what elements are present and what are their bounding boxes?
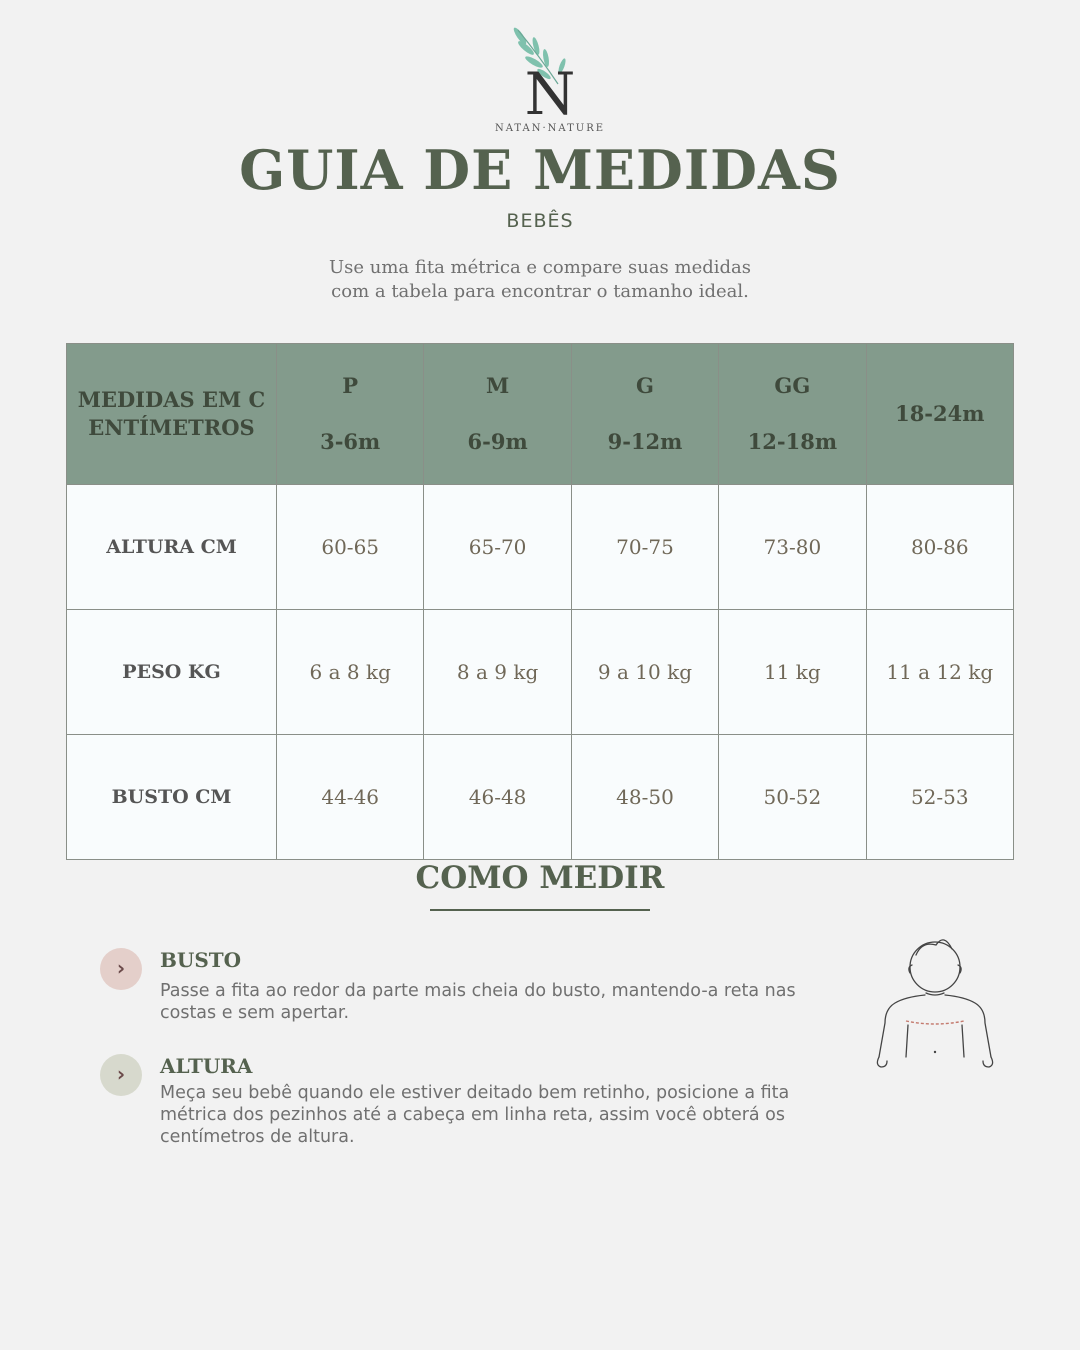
table-cell: 6 a 8 kg	[277, 610, 424, 735]
step-busto	[100, 948, 860, 1038]
section-divider	[430, 909, 650, 911]
column-age: 3-6m	[320, 429, 381, 454]
section-title: COMO MEDIR	[415, 860, 665, 896]
table-header-row	[67, 344, 1014, 485]
baby-measure-illustration	[870, 935, 1000, 1075]
step-title: ALTURA	[160, 1054, 253, 1078]
step-text: Passe a fita ao redor da parte mais cheia do busto, mantendo-a reta nas costas e sem apertar.	[160, 981, 796, 1023]
table-cell: 9 a 10 kg	[571, 610, 718, 735]
table-row	[67, 610, 1014, 735]
table-cell: 11 kg	[719, 610, 866, 735]
table-cell: 8 a 9 kg	[424, 610, 571, 735]
table-cell: 11 a 12 kg	[866, 610, 1013, 735]
page-subtitle: BEBÊS	[506, 210, 574, 232]
table-cell: 50-52	[719, 735, 866, 860]
row-label: ALTURA CM	[67, 485, 277, 610]
table-cell: 80-86	[866, 485, 1013, 610]
column-age: 18-24m	[895, 401, 985, 426]
column-size: M	[485, 373, 510, 398]
column-header	[719, 344, 866, 485]
chevron-right-icon: ›	[100, 948, 142, 990]
brand-logo	[470, 22, 630, 140]
column-header	[424, 344, 571, 485]
table-cell: 46-48	[424, 735, 571, 860]
page-title: GUIA DE MEDIDAS	[239, 138, 841, 202]
logo-monogram: N	[524, 60, 576, 122]
chevron-right-icon: ›	[100, 1054, 142, 1096]
column-header	[277, 344, 424, 485]
table-cell: 48-50	[571, 735, 718, 860]
table-cell: 60-65	[277, 485, 424, 610]
step-text: Meça seu bebê quando ele estiver deitado bem retinho, posicione a fita métrica dos pezinhos até a cabeça em linha reta, assim você obterá os centímetros de altura.	[160, 1083, 790, 1147]
column-header	[866, 344, 1013, 485]
intro-line-2: com a tabela para encontrar o tamanho ideal.	[331, 281, 749, 302]
table-cell: 70-75	[571, 485, 718, 610]
step-title: BUSTO	[160, 948, 242, 972]
leaf-branch-icon	[470, 22, 630, 122]
column-size: P	[342, 373, 359, 398]
step-altura	[100, 1054, 860, 1164]
table-row	[67, 735, 1014, 860]
table-cell: 52-53	[866, 735, 1013, 860]
table-row	[67, 485, 1014, 610]
column-size: G	[636, 373, 654, 398]
column-size: GG	[774, 373, 811, 398]
row-label: BUSTO CM	[67, 735, 277, 860]
column-age: 12-18m	[747, 429, 838, 454]
column-age: 6-9m	[467, 429, 528, 454]
table-cell: 44-46	[277, 735, 424, 860]
brand-wordmark: NATAN·NATURE	[494, 123, 606, 134]
table-cell: 73-80	[719, 485, 866, 610]
row-label: PESO KG	[67, 610, 277, 735]
intro-line-1: Use uma fita métrica e compare suas medidas	[328, 257, 752, 278]
table-cell: 65-70	[424, 485, 571, 610]
size-table	[66, 343, 1014, 860]
table-corner-header: MEDIDAS EM CENTÍMETROS	[67, 344, 277, 485]
column-age: 9-12m	[607, 429, 683, 454]
intro-text	[290, 256, 790, 304]
column-header	[571, 344, 718, 485]
